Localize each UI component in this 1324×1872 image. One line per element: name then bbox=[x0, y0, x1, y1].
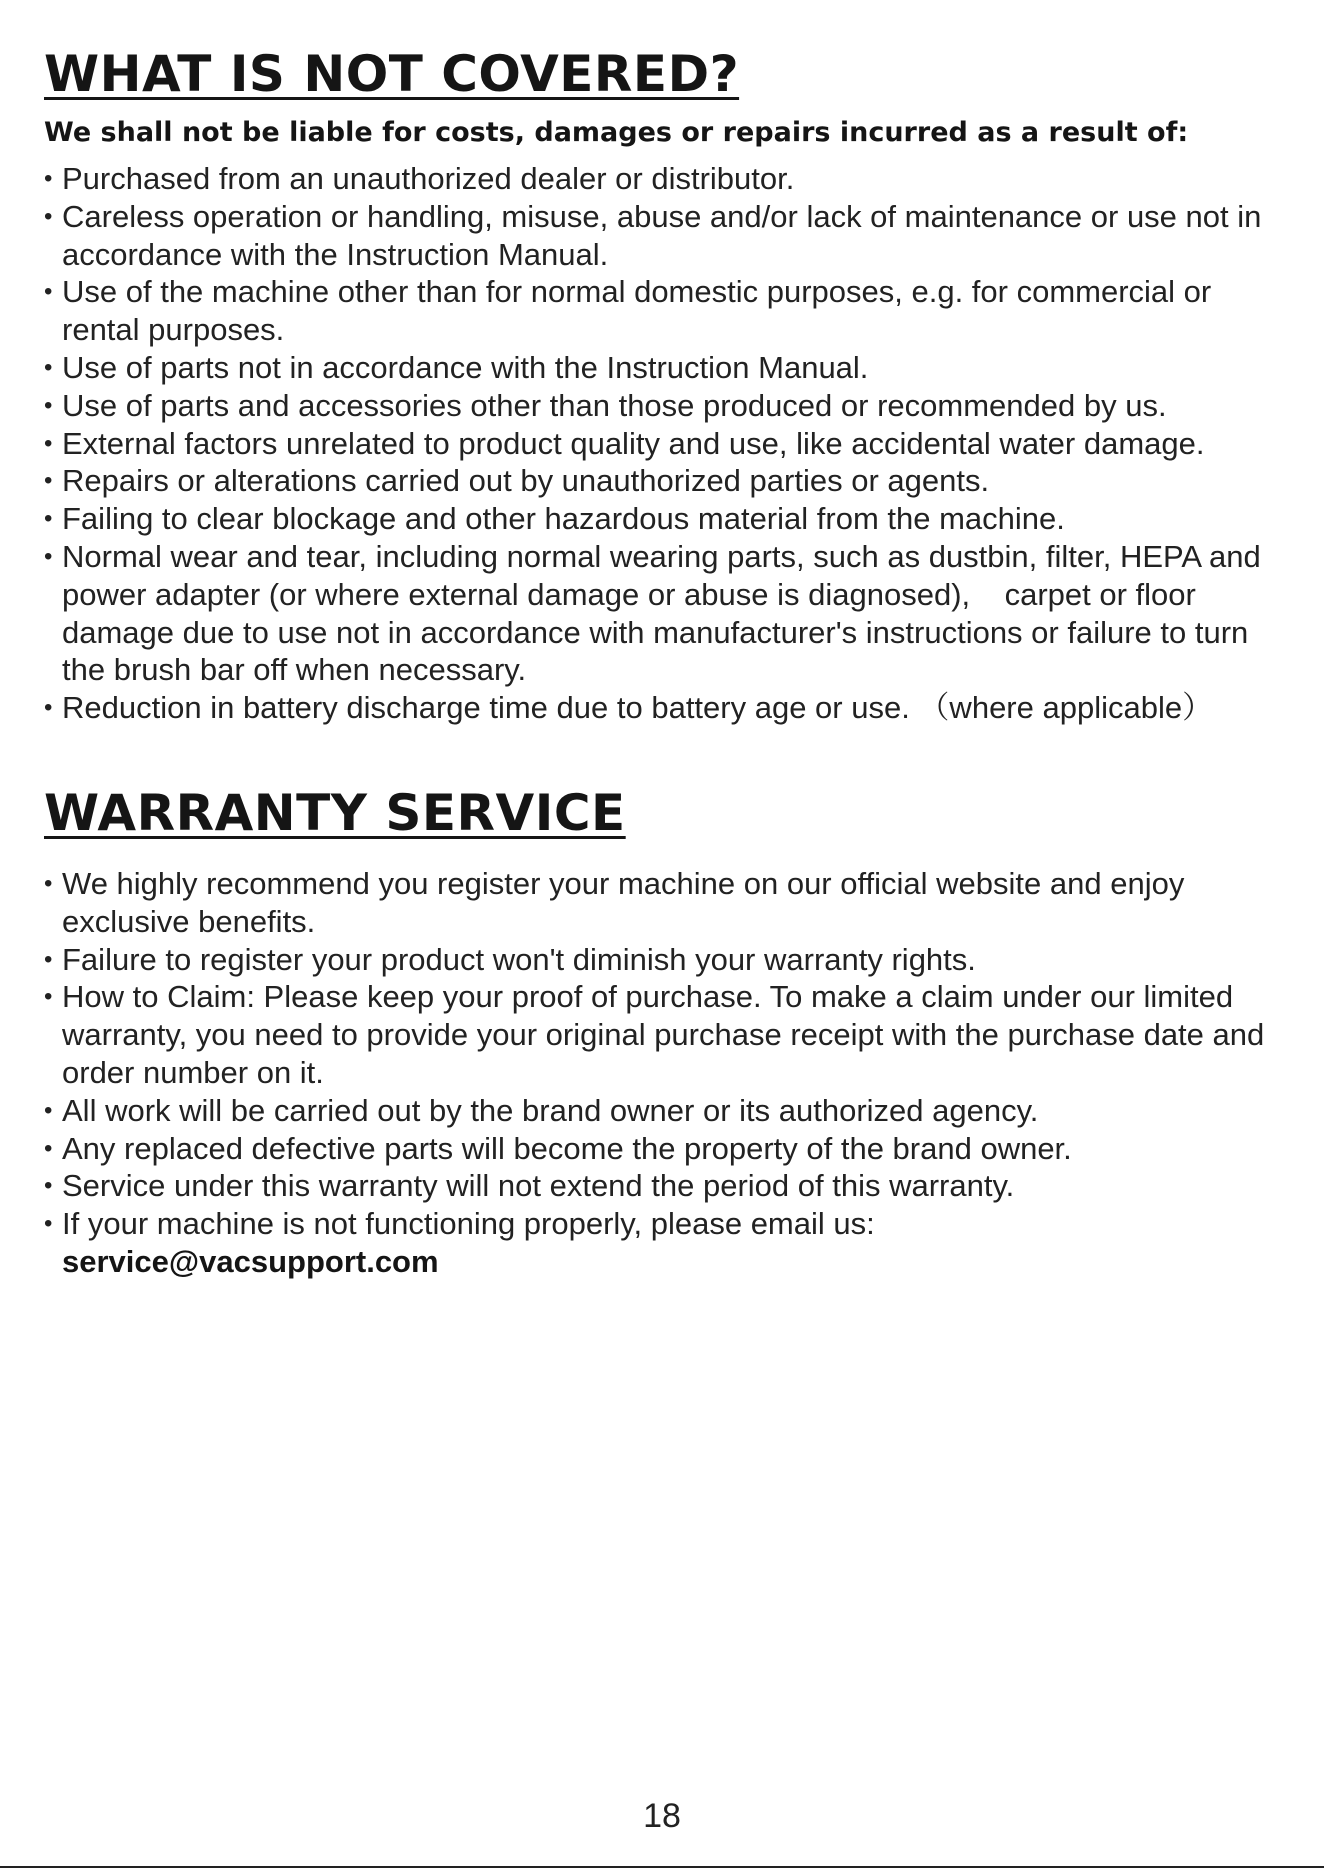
list-item bbox=[44, 387, 1284, 425]
manual-page bbox=[44, 40, 1284, 1281]
page-number: 18 bbox=[643, 1797, 681, 1835]
list-item bbox=[44, 538, 1284, 689]
list-item-text: Normal wear and tear, including normal wearing parts, such as dustbin, filter, HEPA and power adapter (or where external damage or abuse is diagnosed), carpet or floor damage due to use not in accordance with manufacturer's instructions or failure to turn the brush bar off when necessary. bbox=[62, 538, 1270, 688]
list-item bbox=[44, 978, 1284, 1091]
warranty-service-list bbox=[44, 865, 1284, 1281]
bullet-icon: • bbox=[44, 869, 53, 897]
list-item bbox=[44, 865, 1284, 941]
list-item bbox=[44, 500, 1284, 538]
list-item bbox=[44, 425, 1284, 463]
list-item bbox=[44, 941, 1284, 979]
list-item-text: Any replaced defective parts will become the property of the brand owner. bbox=[62, 1130, 1072, 1166]
not-covered-title: WHAT IS NOT COVERED? bbox=[44, 45, 740, 103]
bullet-icon: • bbox=[44, 353, 53, 381]
list-item-text: Service under this warranty will not extend the period of this warranty. bbox=[62, 1168, 1015, 1204]
bullet-icon: • bbox=[44, 1210, 53, 1238]
list-item bbox=[44, 1167, 1284, 1205]
list-item bbox=[44, 1205, 1284, 1281]
list-item-text: Use of parts not in accordance with the Instruction Manual. bbox=[62, 349, 869, 385]
list-item bbox=[44, 160, 1284, 198]
bullet-icon: • bbox=[44, 945, 53, 973]
warranty-service-title: WARRANTY SERVICE bbox=[44, 783, 626, 842]
bullet-icon: • bbox=[44, 542, 53, 570]
list-item-text: Failure to register your product won't diminish your warranty rights. bbox=[62, 941, 976, 977]
bullet-icon: • bbox=[44, 1134, 53, 1162]
not-covered-subtitle: We shall not be liable for costs, damages or repairs incurred as a result of: bbox=[44, 117, 1189, 148]
list-item bbox=[44, 689, 1284, 727]
list-item-text: Repairs or alterations carried out by unauthorized parties or agents. bbox=[62, 463, 990, 499]
bullet-icon: • bbox=[44, 694, 53, 722]
list-item-text: Failing to clear blockage and other hazardous material from the machine. bbox=[62, 501, 1065, 537]
list-item-text: If your machine is not functioning properly, please email us: bbox=[62, 1206, 875, 1242]
list-item bbox=[44, 349, 1284, 387]
bullet-icon: • bbox=[44, 202, 53, 230]
list-item-text: External factors unrelated to product quality and use, like accidental water damage. bbox=[62, 425, 1205, 461]
bullet-icon: • bbox=[44, 505, 53, 533]
not-covered-list bbox=[44, 160, 1284, 727]
list-item-text: All work will be carried out by the brand owner or its authorized agency. bbox=[62, 1092, 1039, 1128]
bullet-icon: • bbox=[44, 165, 53, 192]
list-item bbox=[44, 462, 1284, 500]
list-item-text: Reduction in battery discharge time due to battery age or use. （where applicable） bbox=[62, 690, 1214, 726]
support-email-link[interactable]: service@vacsupport.com bbox=[62, 1243, 439, 1279]
bullet-icon: • bbox=[44, 429, 53, 457]
list-item bbox=[44, 1092, 1284, 1130]
bottom-divider bbox=[0, 1866, 1324, 1868]
bullet-icon: • bbox=[44, 1172, 53, 1200]
bullet-icon: • bbox=[44, 467, 53, 495]
bullet-icon: • bbox=[44, 1096, 53, 1124]
list-item bbox=[44, 273, 1284, 349]
bullet-icon: • bbox=[44, 983, 53, 1011]
list-item-text: How to Claim: Please keep your proof of purchase. To make a claim under our limited warranty, you need to provide your original purchase receipt with the purchase date and order number on it. bbox=[62, 979, 1265, 1090]
list-item-text: Careless operation or handling, misuse, abuse and/or lack of maintenance or use not in accordance with the Instruction Manual. bbox=[62, 198, 1262, 272]
list-item bbox=[44, 1130, 1284, 1168]
list-item-text: Use of parts and accessories other than those produced or recommended by us. bbox=[62, 387, 1167, 423]
list-item-text: Purchased from an unauthorized dealer or distributor. bbox=[62, 161, 795, 196]
list-item-text: We highly recommend you register your machine on our official website and enjoy exclusive benefits. bbox=[62, 865, 1185, 939]
bullet-icon: • bbox=[44, 278, 53, 306]
list-item bbox=[44, 198, 1284, 274]
bullet-icon: • bbox=[44, 391, 53, 419]
list-item-text: Use of the machine other than for normal domestic purposes, e.g. for commercial or rental purposes. bbox=[62, 274, 1212, 348]
